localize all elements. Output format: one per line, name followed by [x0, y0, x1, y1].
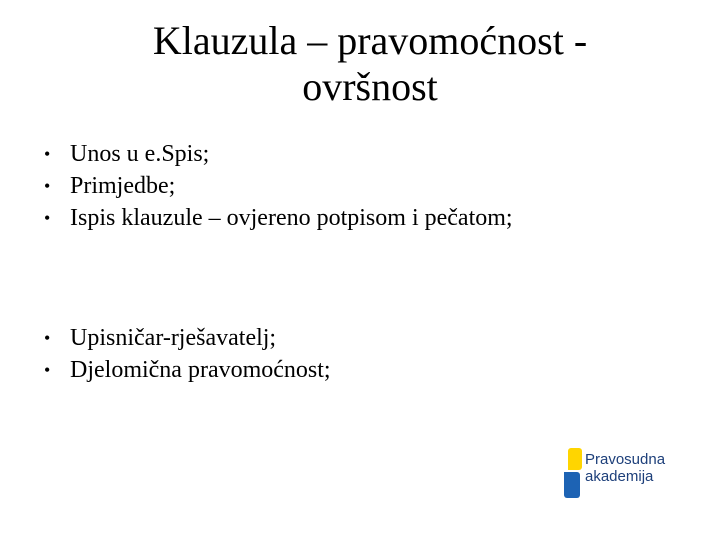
logo-mark-icon	[562, 448, 584, 500]
pravosudna-akademija-logo	[562, 448, 692, 500]
bullet-icon: •	[44, 360, 51, 380]
bullet-icon: •	[44, 208, 51, 228]
list-item	[44, 202, 513, 234]
bullet-icon: •	[44, 176, 51, 196]
page-title	[100, 18, 640, 110]
list-item	[44, 170, 513, 202]
list-item	[44, 138, 513, 170]
list-item-text: Primjedbe;	[70, 173, 176, 199]
list-item-text: Upisničar-rješavatelj;	[70, 325, 277, 351]
logo-yellow-block	[568, 448, 582, 470]
list-item-text: Unos u e.Spis;	[70, 141, 210, 167]
list-item	[44, 354, 331, 386]
logo-line-2: akademija	[585, 468, 654, 485]
logo-line-1: Pravosudna	[585, 451, 666, 468]
bullet-icon: •	[44, 328, 51, 348]
list-item	[44, 322, 331, 354]
title-line-2: ovršnost	[302, 64, 438, 109]
bullet-icon: •	[44, 144, 51, 164]
logo-text	[585, 451, 665, 485]
bullet-list-2	[44, 322, 331, 386]
bullet-list-1	[44, 138, 513, 234]
logo-blue-block	[564, 472, 580, 498]
list-item-text: Djelomična pravomoćnost;	[70, 357, 331, 383]
list-item-text: Ispis klauzule – ovjereno potpisom i pečatom;	[70, 205, 513, 231]
title-line-1: Klauzula – pravomoćnost -	[152, 18, 588, 63]
